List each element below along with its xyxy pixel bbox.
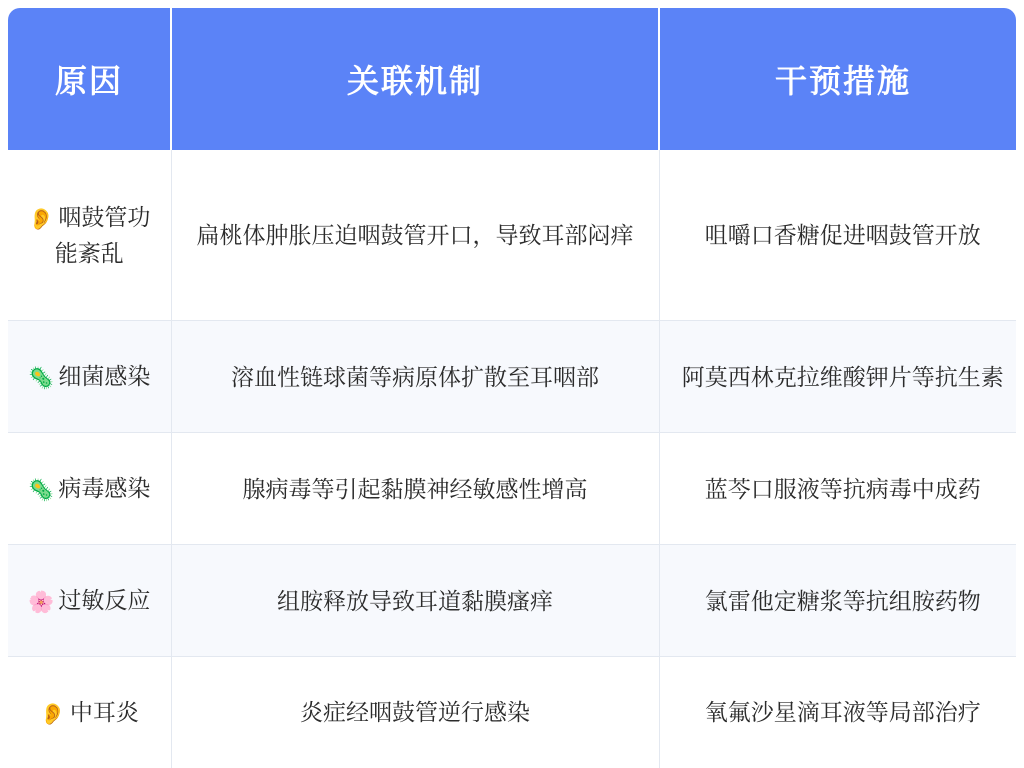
table-row (8, 657, 1016, 768)
table-body (8, 150, 1016, 768)
ear-icon: 👂 (39, 702, 66, 726)
allergy-flower-icon: 🌸 (28, 591, 55, 615)
cell-mechanism: 溶血性链球菌等病原体扩散至耳咽部 (171, 321, 659, 433)
table-row (8, 321, 1016, 433)
cell-intervention: 阿莫西林克拉维酸钾片等抗生素 (659, 321, 1016, 433)
cell-cause (8, 433, 171, 545)
cause-label: 病毒感染 (58, 475, 151, 502)
table-header (8, 8, 1016, 150)
info-table (8, 8, 1016, 768)
cell-cause (8, 321, 171, 433)
cell-mechanism: 组胺释放导致耳道黏膜瘙痒 (171, 545, 659, 657)
cell-mechanism: 炎症经咽鼓管逆行感染 (171, 657, 659, 768)
cause-label: 中耳炎 (69, 698, 139, 725)
cause-label: 细菌感染 (58, 363, 151, 390)
cell-intervention: 氯雷他定糖浆等抗组胺药物 (659, 545, 1016, 657)
cell-mechanism: 腺病毒等引起黏膜神经敏感性增高 (171, 433, 659, 545)
cell-cause (8, 545, 171, 657)
bacteria-icon: 🦠 (28, 367, 55, 391)
table-row (8, 433, 1016, 545)
column-header-mechanism: 关联机制 (171, 8, 659, 150)
cell-cause (8, 657, 171, 768)
ear-icon: 👂 (28, 208, 55, 232)
cell-intervention: 蓝芩口服液等抗病毒中成药 (659, 433, 1016, 545)
cause-label: 过敏反应 (58, 587, 151, 614)
column-header-intervention: 干预措施 (659, 8, 1016, 150)
table-header-row (8, 8, 1016, 150)
virus-icon: 🦠 (28, 479, 55, 503)
cell-cause (8, 150, 171, 321)
cell-mechanism: 扁桃体肿胀压迫咽鼓管开口，导致耳部闷痒 (171, 150, 659, 321)
cell-intervention: 氧氟沙星滴耳液等局部治疗 (659, 657, 1016, 768)
cell-intervention: 咀嚼口香糖促进咽鼓管开放 (659, 150, 1016, 321)
cause-label: 咽鼓管功能紊乱 (54, 204, 151, 266)
column-header-cause: 原因 (8, 8, 171, 150)
table-row (8, 150, 1016, 321)
table-row (8, 545, 1016, 657)
table-wrapper (8, 8, 1016, 768)
